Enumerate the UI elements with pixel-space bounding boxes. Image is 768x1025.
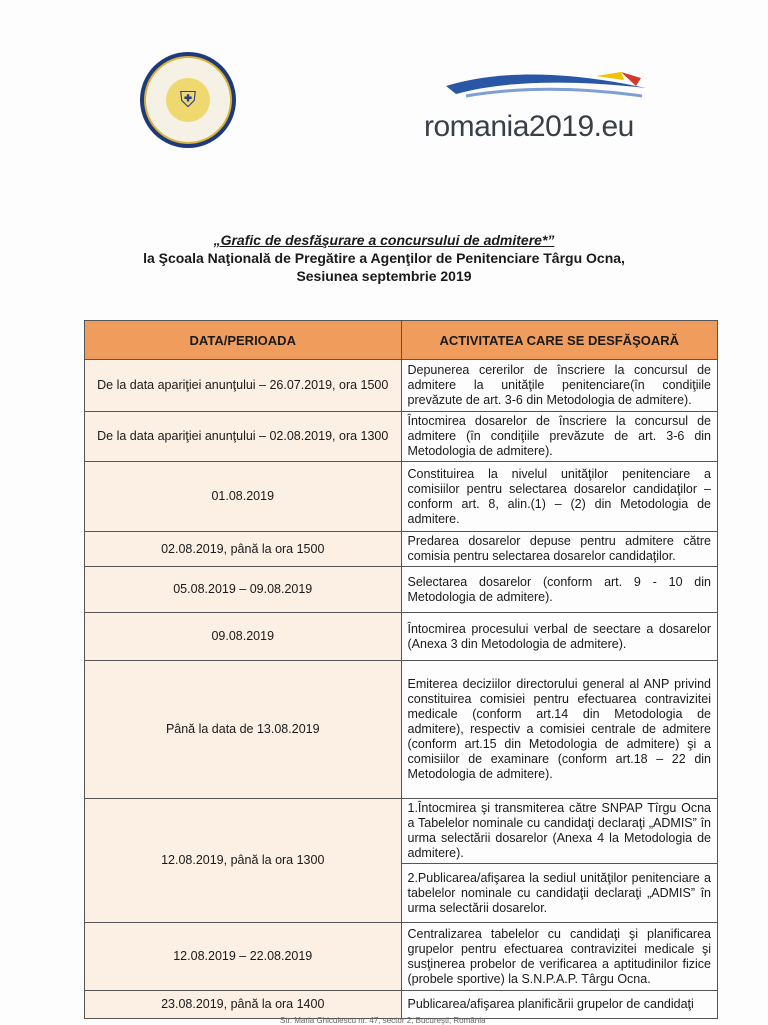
table-row (85, 360, 718, 412)
coat-of-arms-icon: ⛨ (166, 78, 210, 122)
table-row (85, 799, 718, 864)
period-cell: 09.08.2019 (85, 613, 402, 661)
period-cell: 12.08.2019, până la ora 1300 (85, 799, 402, 923)
activity-cell: Predarea dosarelor depuse pentru admitere către comisia pentru selectarea dosarelor candidaţilor. (401, 532, 718, 567)
footer-address: Str. Maria Ghiculescu nr. 47, sector 2, Bucureşti, România (280, 1016, 486, 1025)
romania2019-logo (424, 66, 664, 146)
activity-cell: 2.Publicarea/afişarea la sediul unităţilor penitenciare a tabelelor nominale cu candidaţii declaraţi „ADMIS” în urma selectării dosarelor. (401, 864, 718, 923)
activity-cell: Constituirea la nivelul unităţilor penitenciare a comisiilor pentru selectarea dosarelor candidaţilor – conform art. 8, alin.(1) – (2) din Metodologia de admitere. (401, 462, 718, 532)
document-title: „Grafic de desfăşurare a concursului de admitere*” (213, 232, 555, 248)
table-row (85, 613, 718, 661)
activity-cell: Selectarea dosarelor (conform art. 9 - 10 din Metodologia de admitere). (401, 567, 718, 613)
table-row (85, 462, 718, 532)
table-row (85, 661, 718, 799)
period-cell: 01.08.2019 (85, 462, 402, 532)
period-cell: 02.08.2019, până la ora 1500 (85, 532, 402, 567)
activity-cell: Întocmirea dosarelor de înscriere la concursul de admitere (în condiţiile prevăzute de art. 3-6 din Metodologia de admitere). (401, 412, 718, 462)
document-session: Sesiunea septembrie 2019 (296, 268, 472, 284)
schedule-table (84, 320, 718, 1019)
activity-cell: Întocmirea procesului verbal de seectare a dosarelor (Anexa 3 din Metodologia de admitere). (401, 613, 718, 661)
document-subtitle: la Şcoala Naţională de Pregătire a Agenţilor de Penitenciare Târgu Ocna, (143, 250, 625, 266)
period-cell: De la data apariţiei anunţului – 02.08.2019, ora 1300 (85, 412, 402, 462)
table-row (85, 923, 718, 991)
activity-cell: Emiterea deciziilor directorului general al ANP privind constituirea comisiei pentru efectuarea contravizitei medicale (conform art.14 din Metodologia de admitere), respectiv a comisiei centrale de admitere (conform art.15 din Metodologia de admitere) şi a comisiilor de examinare (conform art.18 – 22 din Metodologia de admitere). (401, 661, 718, 799)
period-cell: 12.08.2019 – 22.08.2019 (85, 923, 402, 991)
period-cell: De la data apariţiei anunţului – 26.07.2019, ora 1500 (85, 360, 402, 412)
logo-swoosh-icon (446, 66, 646, 106)
column-header-activity: ACTIVITATEA CARE SE DESFĂŞOARĂ (401, 321, 718, 360)
table-row (85, 991, 718, 1019)
table-row (85, 567, 718, 613)
period-cell: Până la data de 13.08.2019 (85, 661, 402, 799)
activity-cell: Centralizarea tabelelor cu candidaţi şi planificarea grupelor pentru efectuarea contravizitei medicale şi susţinerea probelor de verificarea a aptitudinilor fizice (probele sportive) la S.N.P.A.P. Târgu Ocna. (401, 923, 718, 991)
activity-cell: Depunerea cererilor de înscriere la concursul de admitere la unităţile penitenciare(în condiţiile prevăzute de art. 3-6 din Metodologia de admitere). (401, 360, 718, 412)
logo-text: romania2019.eu (424, 110, 634, 143)
ministry-seal (140, 52, 236, 148)
activity-cell: 1.Întocmirea şi transmiterea către SNPAP Tîrgu Ocna a Tabelelor nominale cu candidaţi declaraţi „ADMIS” în urma selectării dosarelor (Anexa 4 la Metodologia de admitere). (401, 799, 718, 864)
period-cell: 05.08.2019 – 09.08.2019 (85, 567, 402, 613)
column-header-period: DATA/PERIOADA (85, 321, 402, 360)
period-cell: 23.08.2019, până la ora 1400 (85, 991, 402, 1019)
table-row (85, 412, 718, 462)
table-header-row (85, 321, 718, 360)
table-row (85, 532, 718, 567)
activity-cell: Publicarea/afişarea planificării grupelor de candidaţi (401, 991, 718, 1019)
seal-ring (144, 56, 232, 144)
